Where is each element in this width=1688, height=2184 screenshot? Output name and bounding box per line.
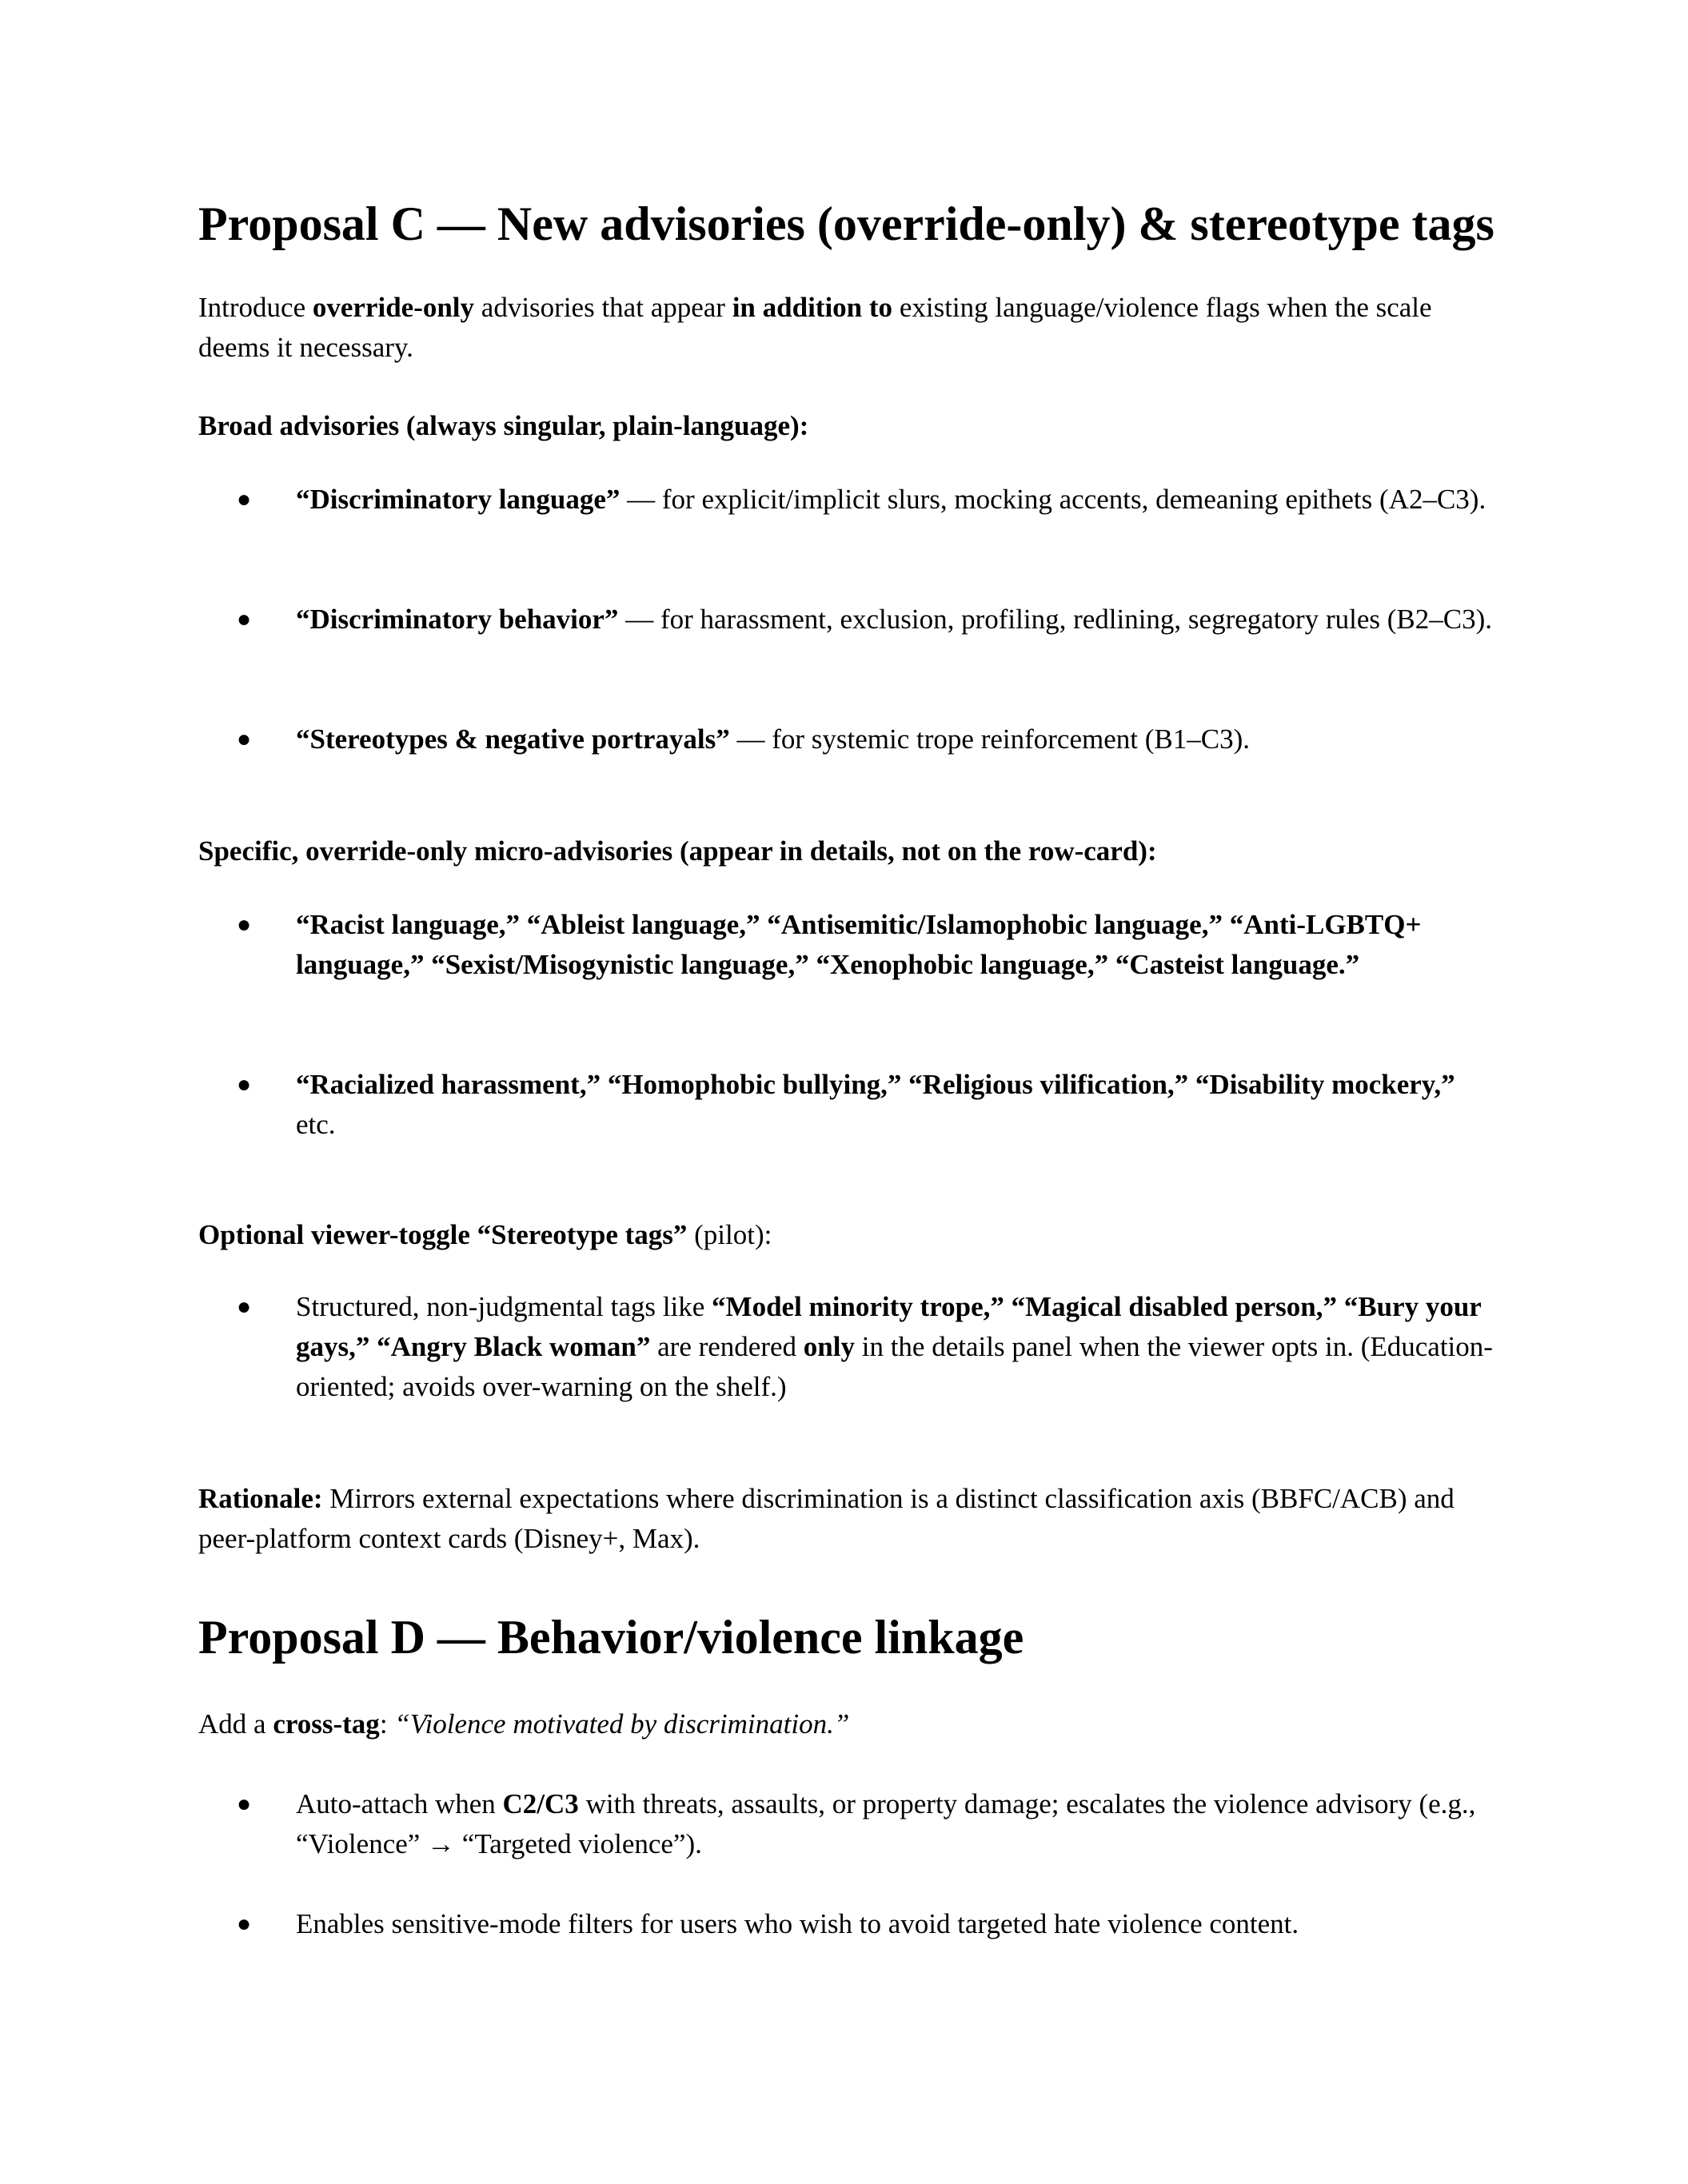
intro-bold-1: override-only [312,292,475,323]
rationale-text: Mirrors external expectations where discrimination is a distinct classification axis (BBFC/ACB) and peer-platform context cards (Disney+, Max). [198,1483,1455,1554]
optional-stereotype-tags-heading [198,1215,1494,1255]
bullet-dot: ● [237,486,252,512]
specific-item-language [296,905,1495,985]
specific-heading-text: Specific, override-only micro-advisories (appear in details, not on the row-card): [198,835,1157,867]
item-text: — for systemic trope reinforcement (B1–C3). [729,723,1250,755]
bullet-dot: ● [237,606,252,632]
item-text: etc. [296,1109,336,1140]
bullet-dot: ● [237,1071,252,1098]
specific-advisories-heading [198,831,1494,871]
optional-heading-bold: Optional viewer-toggle “Stereotype tags” [198,1219,688,1250]
opt-bold-2: only [803,1331,855,1362]
intro-bold-2: in addition to [732,292,893,323]
intro-text-2: advisories that appear [474,292,732,323]
opt-text-3: in the details panel when the viewer opts in. (Education-oriented; avoids over-warning on the shelf.) [296,1331,1493,1402]
item-text: — for explicit/implicit slurs, mocking accents, demeaning epithets (A2–C3). [620,484,1486,515]
opt-text-2: are rendered [650,1331,804,1362]
bullet-dot: ● [237,1293,252,1320]
bullet-dot: ● [237,1911,252,1937]
proposal-d-title: Proposal D — Behavior/violence linkage [198,1611,1024,1664]
broad-item-stereotypes [296,719,1495,759]
bullet-dot: ● [237,1791,252,1817]
proposal-d-item-sensitive-mode: Enables sensitive-mode filters for users who wish to avoid targeted hate violence content. [296,1908,1299,1939]
proposal-d-item-auto-attach [296,1784,1495,1864]
opt-bold-1: “Model minority trope,” “Magical disabled person,” “Bury your gays,” “Angry Black woman” [296,1291,1482,1362]
d-item-text-1: Auto-attach when [296,1788,503,1819]
broad-advisories-heading [198,406,1494,446]
optional-heading-text: (pilot): [687,1219,772,1250]
broad-heading-text: Broad advisories (always singular, plain-language): [198,410,809,441]
item-bold: “Discriminatory language” [296,484,621,515]
optional-item-structured-tags [296,1287,1495,1407]
item-text: — for harassment, exclusion, profiling, redlining, segregatory rules (B2–C3). [618,604,1492,635]
item-bold: “Racialized harassment,” “Homophobic bullying,” “Religious vilification,” “Disability mockery,” [296,1069,1455,1100]
broad-item-discriminatory-behavior [296,600,1495,640]
d-intro-italic: “Violence motivated by discrimination.” [394,1708,850,1740]
d-item-text-2: with threats, assaults, or property damage; escalates the violence advisory (e.g., “Violence” → “Targeted violence”). [296,1788,1476,1859]
d-intro-text-2: : [379,1708,395,1740]
opt-text-1: Structured, non-judgmental tags like [296,1291,712,1322]
proposal-d-intro [198,1704,1494,1744]
bullet-dot: ● [237,726,252,752]
broad-item-discriminatory-language [296,480,1495,520]
intro-text-1: Introduce [198,292,313,323]
proposal-c-title: Proposal C — New advisories (override-only) & stereotype tags [198,197,1494,250]
item-bold: “Discriminatory behavior” [296,604,619,635]
rationale-paragraph [198,1479,1494,1559]
rationale-label: Rationale: [198,1483,323,1514]
item-bold: “Racist language,” “Ableist language,” “Antisemitic/Islamophobic language,” “Anti-LGBTQ+ language,” “Sexist/Misogynistic language,” “Xenophobic language,” “Casteist language.” [296,909,1422,980]
intro-text-3: existing language/violence flags when the scale deems it necessary. [198,292,1432,363]
item-bold: “Stereotypes & negative portrayals” [296,723,730,755]
d-item-bold: C2/C3 [502,1788,579,1819]
proposal-c-intro [198,288,1494,368]
d-intro-bold: cross-tag [273,1708,380,1740]
specific-item-behavior [296,1065,1495,1145]
bullet-dot: ● [237,911,252,938]
d-intro-text-1: Add a [198,1708,273,1740]
